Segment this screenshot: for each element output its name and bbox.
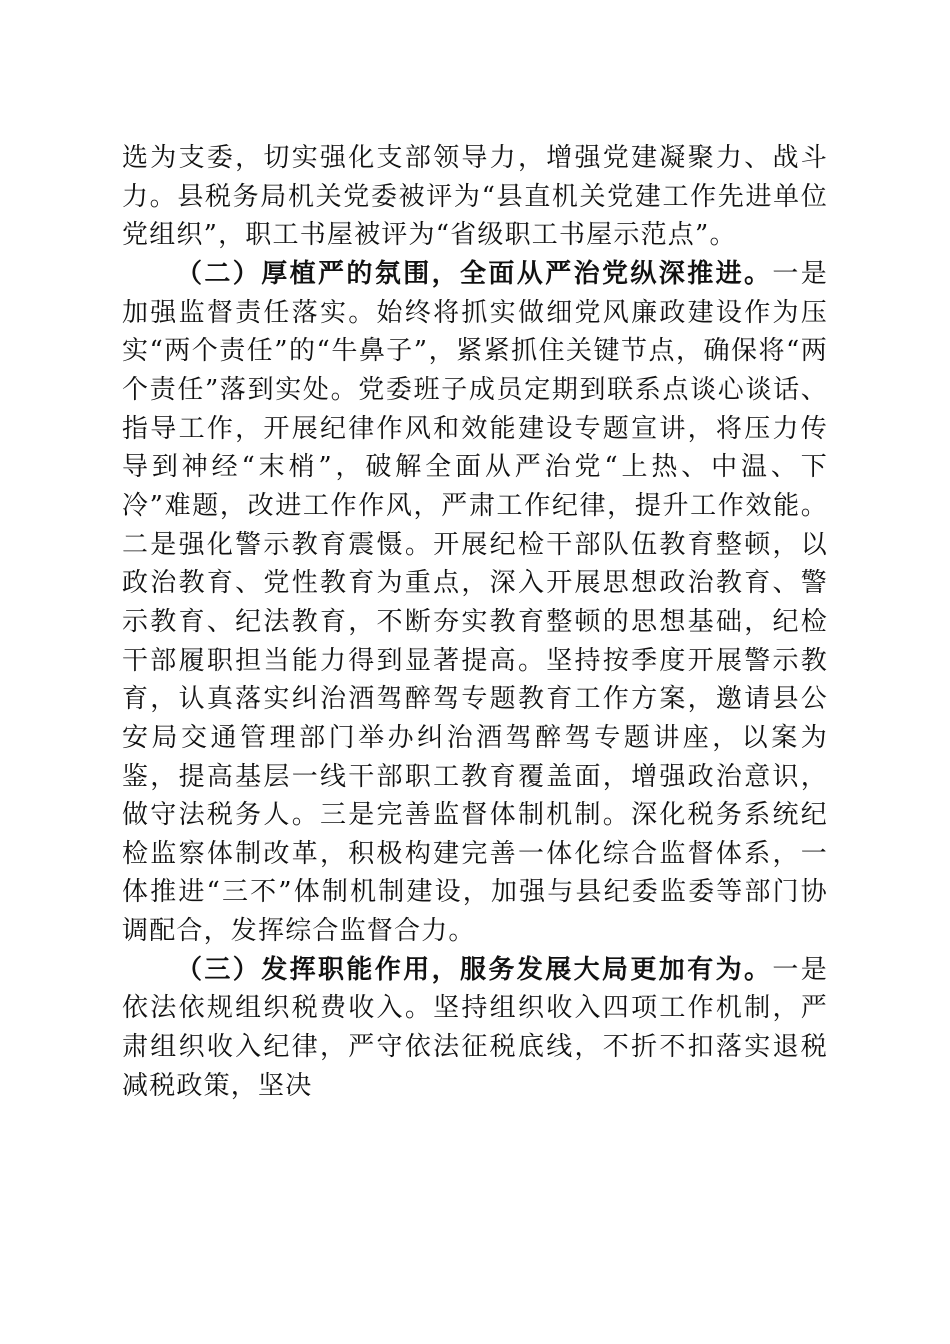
paragraph-section-3 [122, 951, 828, 1106]
paragraph-section-2 [122, 255, 828, 951]
section-heading: （三）发挥职能作用，服务发展大局更加有为。 [176, 954, 773, 985]
paragraph-text: 一是加强监督责任落实。始终将抓实做细党风廉政建设作为压实“两个责任”的“牛鼻子”，紧紧抓住关键节点，确保将“两个责任”落到实处。党委班子成员定期到联系点谈心谈话、指导工作，开展纪律作风和效能建设专题宣讲，将压力传导到神经“末梢”，破解全面从严治党“上热、中温、下冷”难题，改进工作作风，严肃工作纪律，提升工作效能。二是强化警示教育震慑。开展纪检干部队伍教育整顿，以政治教育、党性教育为重点，深入开展思想政治教育、警示教育、纪法教育，不断夯实教育整顿的思想基础，纪检干部履职担当能力得到显著提高。坚持按季度开展警示教育，认真落实纠治酒驾醉驾专题教育工作方案，邀请县公安局交通管理部门举办纠治酒驾醉驾专题讲座，以案为鉴，提高基层一线干部职工教育覆盖面，增强政治意识，做守法税务人。三是完善监督体制机制。深化税务系统纪检监察体制改革，积极构建完善一体化综合监督体系，一体推进“三不”体制机制建设，加强与县纪委监委等部门协调配合，发挥综合监督合力。 [122, 258, 829, 947]
section-heading: （二）厚植严的氛围，全面从严治党纵深推进。 [176, 258, 773, 289]
document-body [122, 139, 828, 1105]
paragraph-continuation [122, 139, 828, 255]
paragraph-text: 一是依法依规组织税费收入。坚持组织收入四项工作机制，严肃组织收入纪律，严守依法征税底线，不折不扣落实退税减税政策，坚决 [122, 954, 829, 1101]
paragraph-text: 选为支委，切实强化支部领导力，增强党建凝聚力、战斗力。县税务局机关党委被评为“县直机关党建工作先进单位党组织”，职工书屋被评为“省级职工书屋示范点”。 [122, 143, 828, 251]
